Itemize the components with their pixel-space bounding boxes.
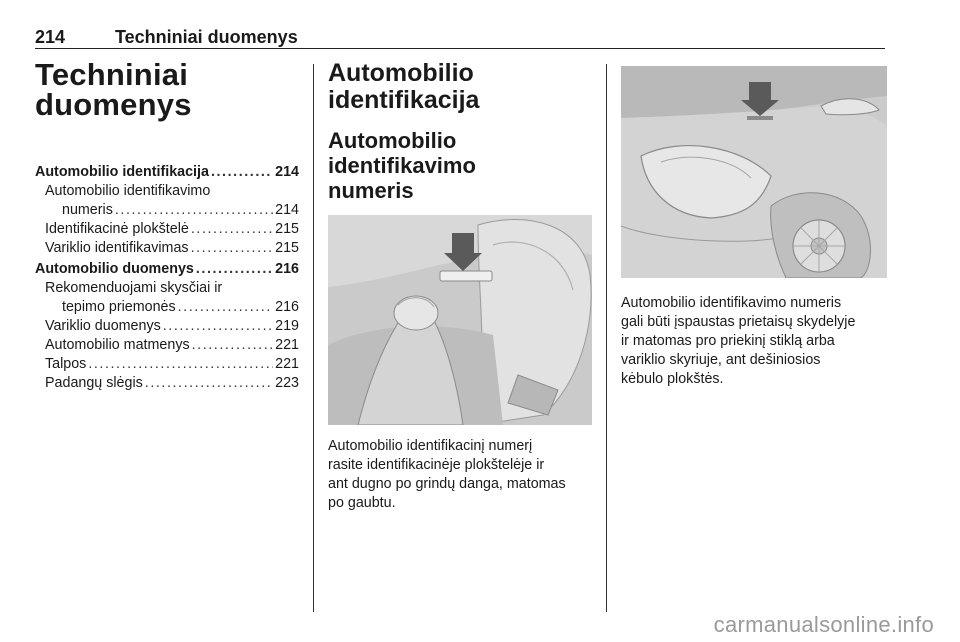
vin-location-paragraph — [328, 437, 592, 513]
toc-section-entry[interactable] — [35, 261, 299, 280]
column-right — [621, 60, 887, 389]
toc-page-number: 221 — [275, 356, 299, 372]
toc-page-number: 216 — [275, 299, 299, 315]
toc-entry[interactable] — [35, 221, 299, 240]
toc-leader-dots — [191, 221, 273, 237]
toc-entry[interactable] — [35, 240, 299, 259]
toc-leader-dots — [178, 299, 274, 315]
column-divider — [313, 64, 314, 612]
toc-entry[interactable] — [35, 318, 299, 337]
column-divider — [606, 64, 607, 612]
column-middle — [328, 60, 592, 513]
toc-entry[interactable] — [35, 356, 299, 375]
paragraph-line: po gaubtu. — [328, 495, 396, 511]
toc-leader-dots — [145, 375, 273, 391]
toc-page-number: 223 — [275, 375, 299, 391]
toc-entry-text: Variklio duomenys — [45, 318, 161, 334]
toc-entry-text: Automobilio identifikacija — [35, 164, 209, 180]
toc-page-number: 221 — [275, 337, 299, 353]
paragraph-line: ir matomas pro priekinį stiklą arba — [621, 333, 835, 349]
paragraph-line: ant dugno po grindų danga, matomas — [328, 476, 566, 492]
paragraph-line: variklio skyriuje, ant dešiniosios — [621, 352, 821, 368]
toc-entry-text: Talpos — [45, 356, 87, 372]
toc-entry[interactable] — [35, 280, 299, 299]
page-number: 214 — [35, 27, 66, 47]
toc-entry[interactable] — [35, 202, 299, 221]
toc-page-number: 214 — [275, 202, 299, 218]
toc-entry-text: Identifikacinė plokštelė — [45, 221, 189, 237]
toc-page-number: 215 — [275, 221, 299, 237]
running-title: Techniniai duomenys — [115, 27, 298, 47]
chapter-title-line: duomenys — [35, 87, 192, 122]
toc-entry[interactable] — [35, 183, 299, 202]
toc-entry-text: Variklio identifikavimas — [45, 240, 189, 256]
toc-entry-text: Automobilio identifikavimo — [45, 183, 211, 199]
toc-leader-dots — [211, 164, 273, 180]
toc-leader-dots — [115, 202, 273, 218]
table-of-contents — [35, 164, 299, 394]
page-header — [35, 26, 885, 49]
chapter-title — [35, 57, 299, 122]
toc-entry-text: Padangų slėgis — [45, 375, 143, 391]
vin-windscreen-paragraph — [621, 294, 887, 389]
toc-entry-text: Automobilio duomenys — [35, 261, 194, 277]
toc-entry-text: Automobilio matmenys — [45, 337, 190, 353]
watermark: carmanualsonline.info — [713, 612, 934, 637]
toc-page-number: 214 — [275, 164, 299, 180]
subsection-title-line: Automobilio identifikavimo — [328, 128, 476, 178]
paragraph-line: kėbulo plokštės. — [621, 371, 724, 387]
paragraph-line: Automobilio identifikacinį numerį — [328, 438, 533, 454]
toc-entry-text: Rekomenduojami skysčiai ir — [45, 280, 223, 296]
toc-leader-dots — [88, 356, 273, 372]
section-title — [328, 60, 592, 114]
toc-section-entry[interactable] — [35, 164, 299, 183]
paragraph-line: gali būti įspaustas prietaisų skydelyje — [621, 314, 856, 330]
floor-vin-illustration — [328, 215, 592, 425]
toc-leader-dots — [196, 261, 273, 277]
subsection-title-line: numeris — [328, 178, 414, 203]
section-title-line: identifikacija — [328, 86, 480, 114]
toc-entry-text: numeris — [62, 202, 113, 218]
chapter-title-line: Techniniai — [35, 57, 189, 92]
windscreen-vin-illustration — [621, 66, 887, 278]
toc-page-number: 216 — [275, 261, 299, 277]
paragraph-line: rasite identifikacinėje plokštelėje ir — [328, 457, 545, 473]
toc-leader-dots — [191, 240, 274, 256]
toc-entry-text: tepimo priemonės — [62, 299, 176, 315]
subsection-title — [328, 128, 592, 203]
column-left — [35, 57, 299, 394]
paragraph-line: Automobilio identifikavimo numeris — [621, 295, 842, 311]
section-title-line: Automobilio — [328, 59, 474, 87]
toc-entry[interactable] — [35, 299, 299, 318]
toc-leader-dots — [192, 337, 274, 353]
toc-entry[interactable] — [35, 375, 299, 394]
toc-leader-dots — [163, 318, 273, 334]
toc-page-number: 215 — [275, 240, 299, 256]
toc-page-number: 219 — [275, 318, 299, 334]
toc-entry[interactable] — [35, 337, 299, 356]
